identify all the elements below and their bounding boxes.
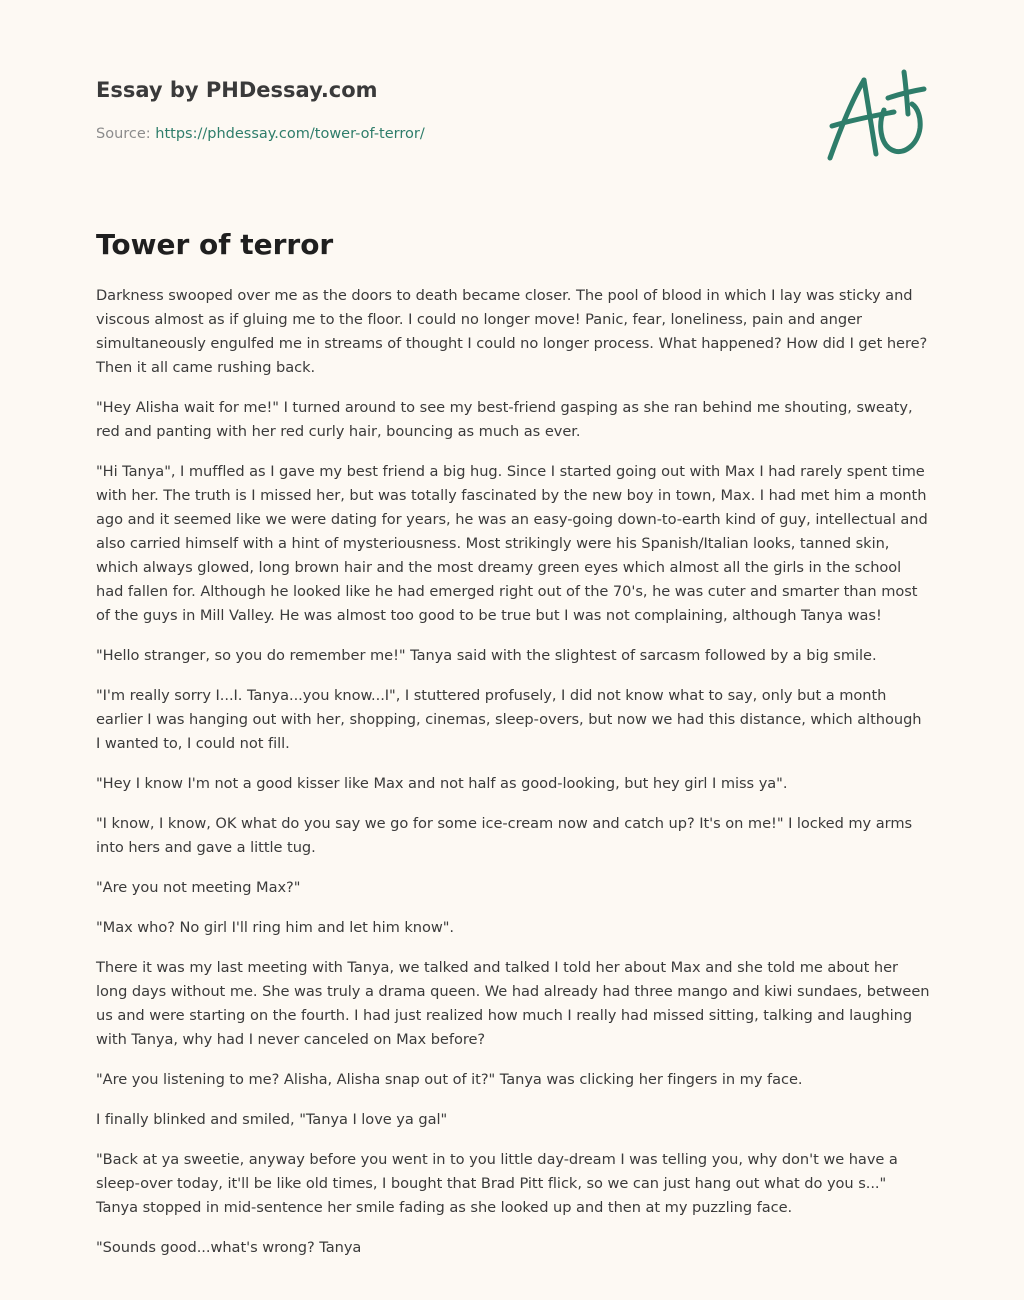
- a-plus-logo-icon: [818, 64, 930, 168]
- site-title: Essay by PHDessay.com: [96, 78, 378, 102]
- essay-title: Tower of terror: [96, 228, 334, 261]
- essay-paragraph: "Back at ya sweetie, anyway before you went in to you little day-dream I was telling you, why don't we have a sleep-over today, it'll be like old times, I bought that Brad Pitt flick, so we can just hang out what do you s..." Tanya stopped in mid-sentence her smile fading as she looked up and then at my puzzling face.: [96, 1151, 898, 1216]
- essay-paragraph: "Hey I know I'm not a good kisser like Max and not half as good-looking, but hey girl I miss ya".: [96, 775, 788, 792]
- source-label: Source:: [96, 126, 156, 142]
- essay-paragraph: There it was my last meeting with Tanya, we talked and talked I told her about Max and she told me about her long days without me. She was truly a drama queen. We had already had three mango and kiwi sundaes, between us and were starting on the fourth. I had just realized how much I really had missed sitting, talking and laughing with Tanya, why had I never canceled on Max before?: [96, 959, 930, 1048]
- source-link[interactable]: https://phdessay.com/tower-of-terror/: [155, 126, 425, 142]
- essay-paragraph: "Hey Alisha wait for me!" I turned around to see my best-friend gasping as she ran behind me shouting, sweaty, red and panting with her red curly hair, bouncing as much as ever.: [96, 399, 913, 440]
- essay-paragraph: "Are you not meeting Max?": [96, 879, 301, 896]
- essay-paragraph: "Max who? No girl I'll ring him and let him know".: [96, 919, 455, 936]
- essay-paragraph: "I know, I know, OK what do you say we go for some ice-cream now and catch up? It's on me!" I locked my arms into hers and gave a little tug.: [96, 815, 913, 856]
- essay-paragraph: "Are you listening to me? Alisha, Alisha snap out of it?" Tanya was clicking her fingers in my face.: [96, 1071, 803, 1088]
- essay-paragraph: "Hello stranger, so you do remember me!" Tanya said with the slightest of sarcasm followed by a big smile.: [96, 647, 877, 664]
- essay-paragraph: "Hi Tanya", I muffled as I gave my best friend a big hug. Since I started going out with Max I had rarely spent time with her. The truth is I missed her, but was totally fascinated by the new boy in town, Max. I had met him a month ago and it seemed like we were dating for years, he was an easy-going down-to-earth kind of guy, intellectual and also carried himself with a hint of mysteriousness. Most strikingly were his Spanish/Italian looks, tanned skin, which always glowed, long brown hair and the most dreamy green eyes which almost all the girls in the school had fallen for. Although he looked like he had emerged right out of the 70's, he was cuter and smarter than most of the guys in Mill Valley. He was almost too good to be true but I was not complaining, although Tanya was!: [96, 463, 928, 624]
- source-line: [96, 124, 425, 144]
- essay-paragraph: "I'm really sorry I...I. Tanya...you know...I", I stuttered profusely, I did not know what to say, only but a month earlier I was hanging out with her, shopping, cinemas, sleep-overs, but now we had this distance, which although I wanted to, I could not fill.: [96, 687, 922, 752]
- essay-paragraph: Darkness swooped over me as the doors to death became closer. The pool of blood in which I lay was sticky and viscous almost as if gluing me to the floor. I could no longer move! Panic, fear, loneliness, pain and anger simultaneously engulfed me in streams of thought I could no longer process. What happened? How did I get here? Then it all came rushing back.: [96, 287, 928, 376]
- essay-body: [96, 284, 930, 1276]
- essay-paragraph: "Sounds good...what's wrong? Tanya: [96, 1239, 362, 1256]
- essay-paragraph: I finally blinked and smiled, "Tanya I love ya gal": [96, 1111, 448, 1128]
